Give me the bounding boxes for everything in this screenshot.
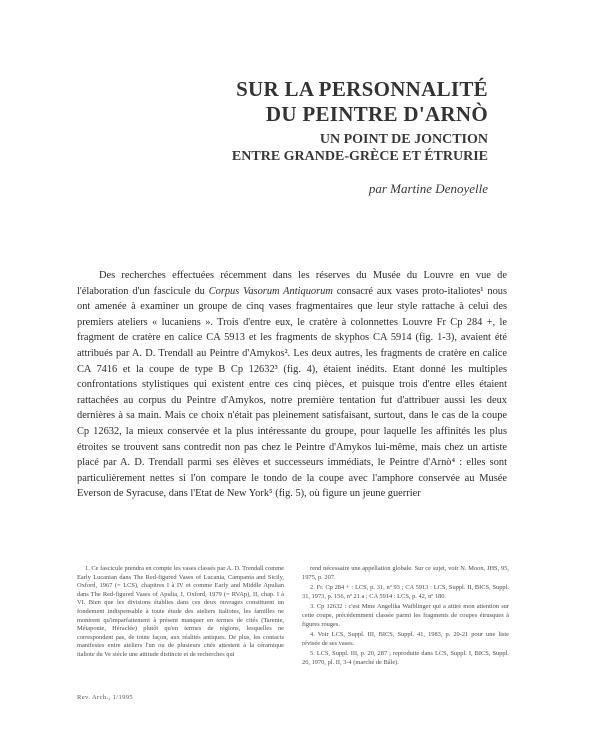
journal-reference: Rev. Arch., 1/1995 bbox=[77, 694, 134, 701]
footnote-2: 2. Fr. Cp 284 + : LCS, p. 31, nº 93 ; CA 5913 : LCS, Suppl. II, BICS, Suppl. 31, 1973, p. 156, nº 21 a ; CA 5914 : LCS, p. 42, nº 180. bbox=[302, 584, 509, 600]
footnotes bbox=[77, 565, 509, 670]
body-text-part-1: Des recherches effectuées récemment dans les réserves du Musée du Louvre en vue de l'élaboration d'un fascicule du bbox=[77, 270, 507, 297]
author-byline: par Martine Denoyelle bbox=[368, 181, 488, 196]
footnotes-right-column bbox=[302, 565, 509, 670]
footnote-5: 5. LCS, Suppl. III, p. 20, 287 ; reproduite dans LCS, Suppl. I, BICS, Suppl. 26, 1970, pl. II, 3-4 (marché de Bâle). bbox=[302, 650, 509, 666]
article-title-line-2: DU PEINTRE D'ARNÒ bbox=[265, 102, 488, 126]
footnote-4: 4. Voir LCS, Suppl. III, BICS, Suppl. 41, 1983, p. 20-21 pour une liste révisée de ses vases. bbox=[302, 631, 509, 647]
footnotes-left-column bbox=[77, 565, 284, 670]
body-paragraph bbox=[77, 268, 507, 502]
footnote-3: 3. Cp 12632 : c'est Mme Angelika Waiblinger qui a attiré mon attention sur cette coupe, précédemment classée parmi les fragments de coupes étrusques à figures rouges. bbox=[302, 603, 509, 628]
footnote-1-continued: rend nécessaire une appellation globale. Sur ce sujet, voir N. Moon, JHS, 95, 1975, p. 207. bbox=[302, 565, 509, 581]
body-text-part-2: consacré aux vases proto-italiotes¹ nous ont amenée à examiner un groupe de cinq vases fragmentaires que leur style rattache à celui des premiers ateliers « lucaniens ». Trois d'entre eux, le cratère à colonnettes Louvre Fr Cp 284 +, le fragment de cratère en calice CA 5913 et les fragments de skyphos CA 5914 (fig. 1-3), avaient été attribués par A. D. Trendall au Peintre d'Amykos². Les deux autres, les fragments de cratère en calice CA 7416 et la coupe de type B Cp 12632³ (fig. 4), étaient inédits. Etant donné les multiples confrontations stylistiques qui existent entre ces cinq pièces, et puisque trois d'entre elles étaient rattachées au corpus du Peintre d'Amykos, notre première tentation fut d'attribuer aussi les deux dernières à sa main. Mais ce choix n'était pas pleinement satisfaisant, surtout, dans le cas de la coupe Cp 12632, la mieux conservée et la plus intéressante du groupe, pour laquelle les affinités les plus étroites se trouvent sans contredit non pas chez le Peintre d'Amykos lui-même, mais chez un artiste placé par A. D. Trendall parmi ses élèves et successeurs immédiats, le Peintre d'Arnò⁴ : elles sont particulièrement nettes si l'on compare le tondo de la coupe avec l'amphore conservée au Musée Everson de Syracuse, dans l'Etat de New York⁵ (fig. 5), où figure un jeune guerrier bbox=[77, 285, 508, 500]
article-title-line-1: SUR LA PERSONNALITÉ bbox=[236, 77, 488, 101]
article-subtitle-line-2: ENTRE GRANDE-GRÈCE ET ÉTRURIE bbox=[231, 149, 488, 164]
article-subtitle-line-1: UN POINT DE JONCTION bbox=[319, 132, 488, 147]
footnote-1: 1. Ce fascicule prendra en compte les vases classés par A. D. Trendall comme Early Lucanian dans The Red-figured Vases of Lucania, Campania and Sicily, Oxford, 1967 (= LCS), chapitres I à IV et comme Early and Middle Apulian dans The Red-figured Vases of Apulia, I, Oxford, 1979 (= RVAp), II, chap. I à VI. Bien que les divisions établies dans ces deux ouvrages constituent un fondement indispensable à toute étude des ateliers italiotes, les familles ne montrent qu'imparfaitement à présent manquer en termes de cités (Tarente, Métaponte, Héraclée) plutôt qu'en termes de régions, lesquelles ne correspondent pas, de toute façon, aux réalités antiques. De plus, les contacts manifestes entre ateliers l'un ou de plusieurs cités attestent à la céramique italiote du Ve siècle une attitude distincte et de recherches qui bbox=[77, 565, 284, 658]
corpus-title: Corpus Vasorum Antiquorum bbox=[208, 285, 333, 297]
